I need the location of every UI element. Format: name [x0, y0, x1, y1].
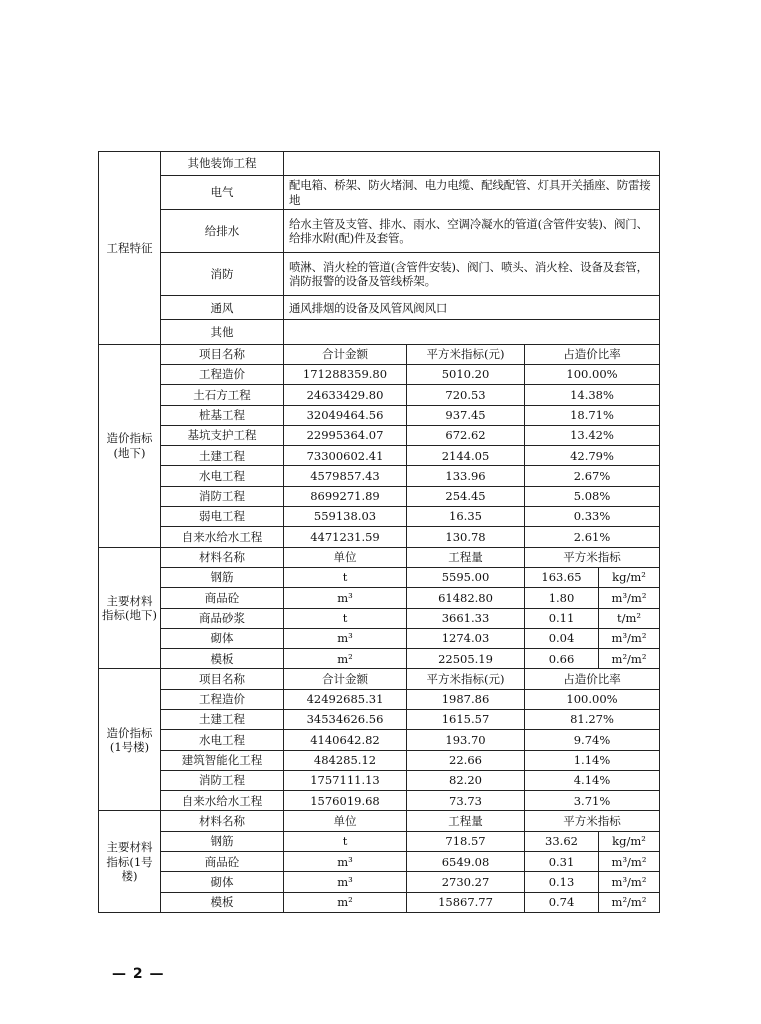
table-cell: 22.66	[407, 750, 525, 770]
table-cell: 1615.57	[407, 709, 525, 729]
feature-name: 消防	[161, 253, 284, 296]
column-header: 单位	[284, 811, 407, 831]
table-row	[99, 588, 660, 608]
column-header: 平方米指标	[525, 811, 660, 831]
table-cell: 1576019.68	[284, 791, 407, 811]
table-cell: 自来水给水工程	[161, 791, 284, 811]
table-cell: 弱电工程	[161, 507, 284, 527]
table-cell: 5.08%	[525, 486, 660, 506]
table-cell: t	[284, 831, 407, 851]
table-cell: 6549.08	[407, 852, 525, 872]
table-cell: m²	[284, 892, 407, 912]
table-cell: 1.80	[525, 588, 599, 608]
table-cell: m²/m²	[599, 892, 660, 912]
table-cell: 商品砼	[161, 852, 284, 872]
table-cell: m²	[284, 649, 407, 669]
table-cell: 4471231.59	[284, 527, 407, 547]
table-row	[99, 210, 660, 253]
table-row	[99, 567, 660, 587]
table-cell: 桩基工程	[161, 405, 284, 425]
table-cell: m²/m²	[599, 649, 660, 669]
table-cell: 砌体	[161, 628, 284, 648]
table-row	[99, 547, 660, 567]
table-row	[99, 296, 660, 320]
section-label: 造价指标(地下)	[99, 344, 161, 547]
table-cell: 水电工程	[161, 730, 284, 750]
table-row	[99, 770, 660, 790]
feature-description	[284, 320, 660, 344]
table-cell: 2.61%	[525, 527, 660, 547]
page-number: — 2 —	[112, 966, 165, 982]
table-cell: 937.45	[407, 405, 525, 425]
table-row	[99, 364, 660, 384]
table-cell: 22505.19	[407, 649, 525, 669]
table-cell: m³	[284, 872, 407, 892]
table-cell: 720.53	[407, 385, 525, 405]
table-cell: 0.74	[525, 892, 599, 912]
table-cell: 商品砂浆	[161, 608, 284, 628]
table-cell: m³/m²	[599, 588, 660, 608]
table-row	[99, 385, 660, 405]
table-cell: 工程造价	[161, 689, 284, 709]
table-cell: 模板	[161, 649, 284, 669]
table-cell: 24633429.80	[284, 385, 407, 405]
table-cell: m³/m²	[599, 852, 660, 872]
table-row	[99, 689, 660, 709]
table-cell: 0.11	[525, 608, 599, 628]
table-row	[99, 152, 660, 176]
section-label: 工程特征	[99, 152, 161, 345]
table-row	[99, 872, 660, 892]
section-label: 主要材料指标(地下)	[99, 547, 161, 669]
table-row	[99, 176, 660, 210]
table-row	[99, 527, 660, 547]
feature-description: 喷淋、消火栓的管道(含管件安装)、阀门、喷头、消火栓、设备及套管，消防报警的设备及管线桥架。	[284, 253, 660, 296]
column-header: 单位	[284, 547, 407, 567]
table-cell: 34534626.56	[284, 709, 407, 729]
table-row	[99, 466, 660, 486]
table-cell: 自来水给水工程	[161, 527, 284, 547]
column-header: 项目名称	[161, 669, 284, 689]
table-cell: 工程造价	[161, 364, 284, 384]
table-cell: 商品砼	[161, 588, 284, 608]
table-cell: 672.62	[407, 425, 525, 445]
table-cell: 4.14%	[525, 770, 660, 790]
table-cell: 100.00%	[525, 364, 660, 384]
table-cell: 1757111.13	[284, 770, 407, 790]
table-cell: 13.42%	[525, 425, 660, 445]
table-cell: 3.71%	[525, 791, 660, 811]
table-cell: m³	[284, 852, 407, 872]
table-cell: m³/m²	[599, 872, 660, 892]
table-cell: 钢筋	[161, 831, 284, 851]
table-cell: 61482.80	[407, 588, 525, 608]
table-cell: 9.74%	[525, 730, 660, 750]
table-cell: 16.35	[407, 507, 525, 527]
table-cell: 81.27%	[525, 709, 660, 729]
table-row	[99, 709, 660, 729]
table-cell: 22995364.07	[284, 425, 407, 445]
table-cell: 32049464.56	[284, 405, 407, 425]
table-cell: 718.57	[407, 831, 525, 851]
feature-name: 电气	[161, 176, 284, 210]
table-cell: 基坑支护工程	[161, 425, 284, 445]
table-cell: 0.04	[525, 628, 599, 648]
table-cell: 1.14%	[525, 750, 660, 770]
column-header: 工程量	[407, 547, 525, 567]
feature-description: 通风排烟的设备及风管风阀风口	[284, 296, 660, 320]
table-cell: t/m²	[599, 608, 660, 628]
table-cell: 水电工程	[161, 466, 284, 486]
feature-name: 通风	[161, 296, 284, 320]
table-row	[99, 253, 660, 296]
column-header: 合计金额	[284, 669, 407, 689]
column-header: 占造价比率	[525, 669, 660, 689]
table-cell: 5595.00	[407, 567, 525, 587]
column-header: 项目名称	[161, 344, 284, 364]
table-cell: m³	[284, 628, 407, 648]
table-cell: 484285.12	[284, 750, 407, 770]
table-cell: kg/m²	[599, 567, 660, 587]
table-cell: 42492685.31	[284, 689, 407, 709]
table-cell: 42.79%	[525, 446, 660, 466]
table-cell: kg/m²	[599, 831, 660, 851]
table-cell: m³	[284, 588, 407, 608]
table-cell: 土石方工程	[161, 385, 284, 405]
table-cell: 130.78	[407, 527, 525, 547]
table-cell: 砌体	[161, 872, 284, 892]
table-cell: 2730.27	[407, 872, 525, 892]
table-row	[99, 320, 660, 344]
table-row	[99, 730, 660, 750]
table-cell: 4140642.82	[284, 730, 407, 750]
table-cell: 0.13	[525, 872, 599, 892]
feature-name: 给排水	[161, 210, 284, 253]
table-cell: 14.38%	[525, 385, 660, 405]
table-row	[99, 852, 660, 872]
feature-name: 其他装饰工程	[161, 152, 284, 176]
table-cell: t	[284, 608, 407, 628]
table-row	[99, 669, 660, 689]
table-cell: 15867.77	[407, 892, 525, 912]
column-header: 平方米指标(元)	[407, 344, 525, 364]
table-row	[99, 486, 660, 506]
table-cell: 土建工程	[161, 446, 284, 466]
feature-description: 配电箱、桥架、防火堵洞、电力电缆、配线配管、灯具开关插座、防雷接地	[284, 176, 660, 210]
table-cell: 2144.05	[407, 446, 525, 466]
table-cell: 254.45	[407, 486, 525, 506]
feature-description: 给水主管及支管、排水、雨水、空调冷凝水的管道(含管件安装)、阀门、给排水附(配)件及套管。	[284, 210, 660, 253]
table-row	[99, 507, 660, 527]
table-cell: 3661.33	[407, 608, 525, 628]
table-row	[99, 791, 660, 811]
table-cell: 8699271.89	[284, 486, 407, 506]
table-row	[99, 628, 660, 648]
table-cell: 0.31	[525, 852, 599, 872]
table-cell: 163.65	[525, 567, 599, 587]
table-cell: 1987.86	[407, 689, 525, 709]
column-header: 材料名称	[161, 547, 284, 567]
table-cell: 0.66	[525, 649, 599, 669]
table-row	[99, 649, 660, 669]
column-header: 工程量	[407, 811, 525, 831]
table-cell: 33.62	[525, 831, 599, 851]
table-cell: 133.96	[407, 466, 525, 486]
table-cell: 193.70	[407, 730, 525, 750]
table-cell: 100.00%	[525, 689, 660, 709]
table-row	[99, 750, 660, 770]
table-cell: 82.20	[407, 770, 525, 790]
column-header: 占造价比率	[525, 344, 660, 364]
column-header: 平方米指标	[525, 547, 660, 567]
table-cell: 4579857.43	[284, 466, 407, 486]
table-row	[99, 831, 660, 851]
table-cell: 1274.03	[407, 628, 525, 648]
table-cell: m³/m²	[599, 628, 660, 648]
table-cell: 钢筋	[161, 567, 284, 587]
table-cell: 0.33%	[525, 507, 660, 527]
table-cell: 559138.03	[284, 507, 407, 527]
column-header: 材料名称	[161, 811, 284, 831]
table-cell: 171288359.80	[284, 364, 407, 384]
table-cell: 模板	[161, 892, 284, 912]
table-cell: 消防工程	[161, 770, 284, 790]
section-label: 造价指标(1号楼)	[99, 669, 161, 811]
table-row	[99, 608, 660, 628]
table-cell: 土建工程	[161, 709, 284, 729]
table-cell: 18.71%	[525, 405, 660, 425]
table-row	[99, 425, 660, 445]
table-cell: 73.73	[407, 791, 525, 811]
section-label: 主要材料指标(1号楼)	[99, 811, 161, 912]
table-cell: t	[284, 567, 407, 587]
table-cell: 5010.20	[407, 364, 525, 384]
table-cell: 建筑智能化工程	[161, 750, 284, 770]
feature-name: 其他	[161, 320, 284, 344]
table-row	[99, 405, 660, 425]
cost-index-table	[98, 151, 660, 913]
column-header: 平方米指标(元)	[407, 669, 525, 689]
table-row	[99, 892, 660, 912]
feature-description	[284, 152, 660, 176]
table-row	[99, 446, 660, 466]
table-row	[99, 811, 660, 831]
table-cell: 2.67%	[525, 466, 660, 486]
column-header: 合计金额	[284, 344, 407, 364]
table-row	[99, 344, 660, 364]
table-cell: 消防工程	[161, 486, 284, 506]
table-cell: 73300602.41	[284, 446, 407, 466]
